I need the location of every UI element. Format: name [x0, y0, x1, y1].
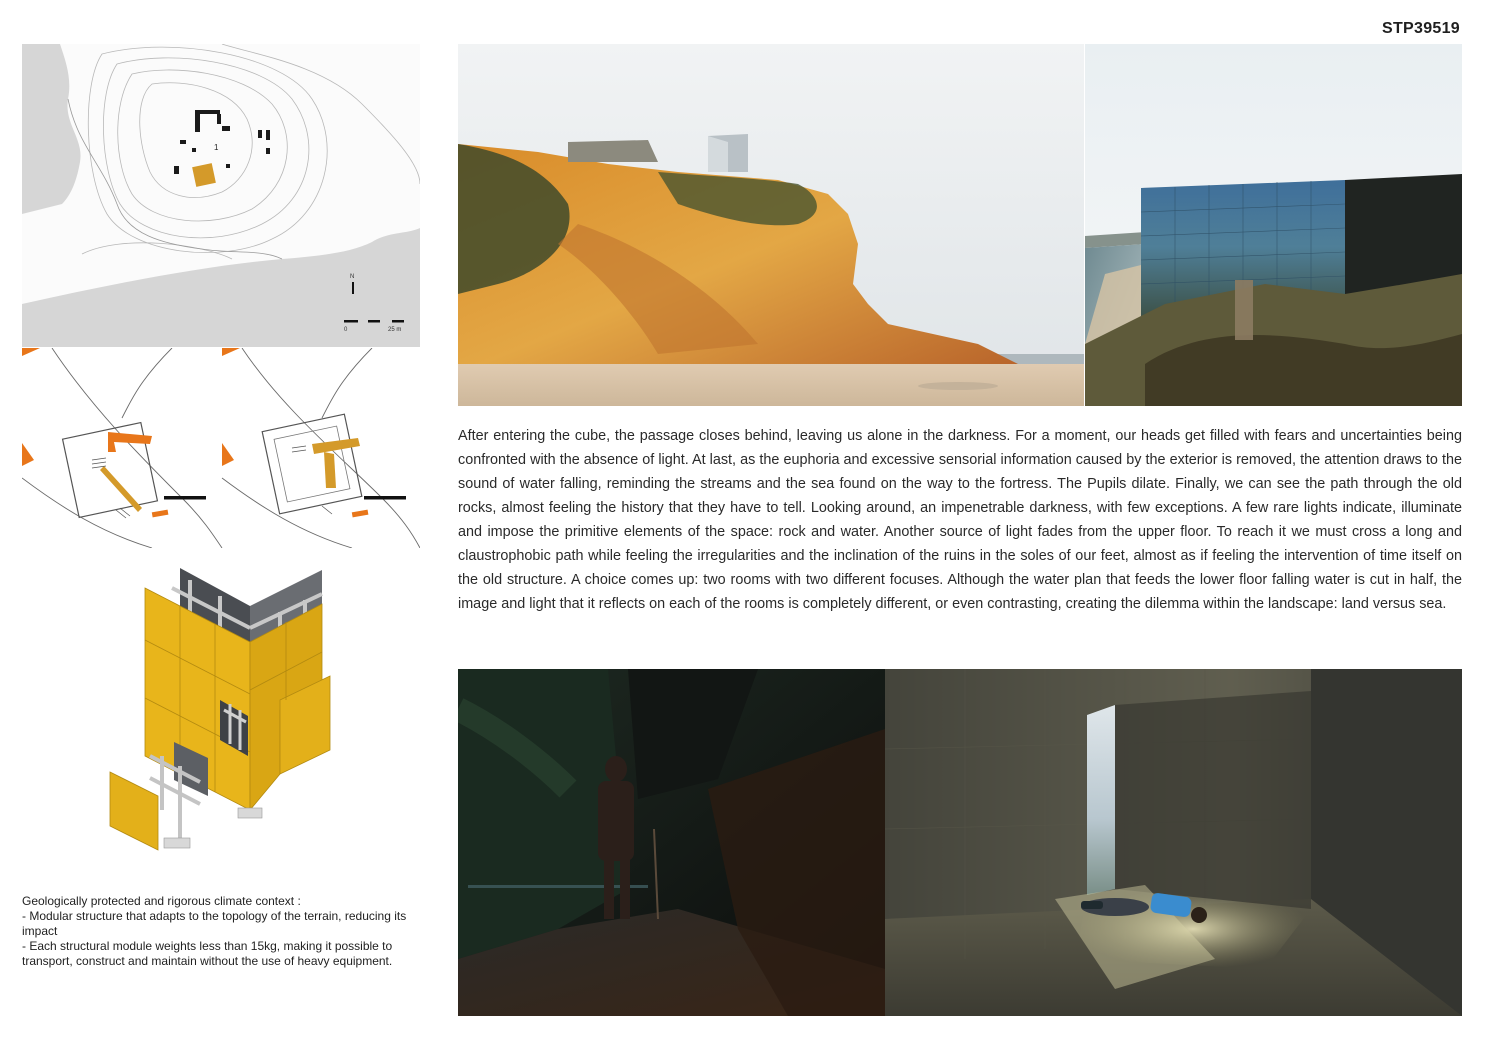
cliff-photo-image — [458, 44, 1084, 406]
note-line-2: - Modular structure that adapts to the topology of the terrain, reducing its impact — [22, 909, 407, 938]
north-label: N — [350, 274, 355, 280]
note-line-1: Geologically protected and rigorous climate context : — [22, 894, 301, 908]
site-label-1: 1 — [214, 143, 219, 152]
dark-corridor-render-image — [458, 669, 885, 1016]
note-line-3: - Each structural module weights less than 15kg, making it possible to transport, construct and maintain without the use of heavy equipment. — [22, 939, 393, 968]
photo-mirror-cube — [1085, 44, 1462, 406]
module-axonometric-drawing — [100, 560, 340, 860]
site-map — [22, 44, 420, 347]
render-dark-corridor — [458, 669, 885, 1016]
scale-end: 25 m — [388, 327, 402, 333]
scale-bar-icon — [392, 320, 404, 323]
north-arrow-icon — [352, 282, 354, 294]
scale-start: 0 — [344, 327, 348, 333]
plan-upper-floor — [262, 414, 406, 517]
module-notes — [22, 894, 422, 969]
description-text: After entering the cube, the passage closes behind, leaving us alone in the darkness. For a moment, our heads get filled with fears and uncertainties being confronted with the absence of light. At last, as the euphoria and excessive sensorial information caused by the exterior is removed, the attention draws to the sound of water falling, reminding the streams and the sea found on the way to the fortress. The Pupils dilate. Finally, we can see the path through the old rocks, almost feeling the history that they have to tell. Looking around, an impenetrable darkness, with few exceptions. A few rare lights indicate, illuminate and impose the primitive elements of the space: rock and water. Another source of light fades from the upper floor. To reach it we must cross a long and claustrophobic path while feeling the irregularities and the inclination of the ruins in the soles of our feet, almost as if feeling the intervention of time itself on the old structure. A choice comes up: two rooms with two different focuses. Although the water plan that feeds the lower floor falling water is cut in half, the image and light that it reflects on each of the rooms is completely different, or even contrasting, creating the dilemma within the landscape: land versus sea. — [458, 428, 1462, 612]
mirror-cube-photo-image — [1085, 44, 1462, 406]
render-light-room — [885, 669, 1462, 1016]
module-footprint — [192, 163, 216, 187]
project-code: STP39519 — [1381, 20, 1460, 37]
module-axonometric — [100, 560, 340, 860]
site-map-drawing — [22, 44, 420, 347]
floor-plans — [22, 348, 420, 548]
floor-plans-drawing — [22, 348, 420, 548]
sea-area-south — [22, 228, 420, 347]
plan-lower-floor — [63, 423, 206, 518]
sea-area-north — [22, 44, 81, 214]
photo-cliff — [458, 44, 1084, 406]
light-room-render-image — [885, 669, 1462, 1016]
